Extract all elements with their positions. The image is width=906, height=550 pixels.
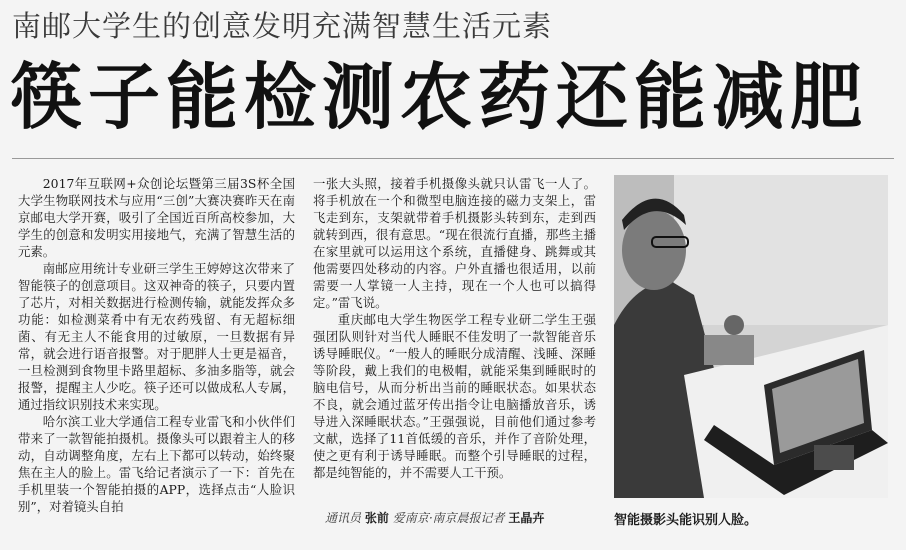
paragraph: 2017年互联网+众创论坛暨第三届3S杯全国大学生物联网技术与应用“三创”大赛决赛昨天在南京邮电大学开赛，吸引了全国近百所高校参加，大学生的创意和发明实用接地气，充满了智慧生活的元素。 [18, 176, 295, 259]
byline-name: 王晶卉 [508, 511, 545, 525]
byline-role: 通讯员 [325, 511, 362, 525]
news-photo [614, 175, 888, 498]
article-subtitle: 南邮大学生的创意发明充满智慧生活元素 [12, 9, 553, 43]
paragraph: 重庆邮电大学生物医学工程专业研二学生王强强团队则针对当代人睡眠不佳发明了一款智能音乐诱导睡眠仪。“一般人的睡眠分成清醒、浅睡、深睡等阶段，戴上我们的电极帽，就能采集到睡眠时的脑电信号，从而分析出当前的睡眠状态。如果状态不良，就会通过蓝牙传出指令让电脑播放音乐，诱导进入深睡眠状态。”王强强说，目前他们通过参考文献，选择了11首低缓的音乐，并作了音阶处理，使之更有利于诱导睡眠。而整个引导睡眠的过程，都是纯智能的，并不需要人工干预。 [313, 312, 596, 480]
byline-name: 张前 [364, 511, 389, 525]
paragraph: 南邮应用统计专业研三学生王婷婷这次带来了智能筷子的创意项目。这双神奇的筷子，只要内置了芯片，对相关数据进行检测传输，就能发挥众多功能：如检测菜肴中有无农药残留、有无超标细菌、有无主人不能食用的过敏原，一旦数据有异常，就会进行语音报警。对于肥胖人士更是福音，一旦检测到食物里卡路里超标、多油多脂等，就会报警，提醒主人少吃。筷子还可以做成私人专属，通过指纹识别技术来实现。 [18, 261, 295, 412]
photo-illustration [614, 175, 888, 498]
photo-caption: 智能摄影头能识别人脸。 [614, 513, 758, 528]
header-divider [12, 158, 894, 159]
article-column-1 [18, 175, 295, 515]
byline [325, 509, 544, 526]
paragraph: 一张大头照，接着手机摄像头就只认雷飞一人了。将手机放在一个和微型电脑连接的磁力支架上，雷飞走到东，支架就带着手机摄影头转到东，走到西就转到西，很有意思。“现在很流行直播，那些主播在家里就可以运用这个系统，直播健身、跳舞或其他需要四处移动的内容。户外直播也很适用，以前需要一人掌镜一人主持，现在一个人也可以搞得定。”雷飞说。 [313, 176, 596, 310]
article-column-2 [313, 175, 596, 481]
paragraph: 哈尔滨工业大学通信工程专业雷飞和小伙伴们带来了一款智能拍摄机。摄像头可以跟着主人的移动，自动调整角度，左右上下都可以转动，始终聚焦在主人的脸上。雷飞给记者演示了一下：首先在手机里装一个智能拍摄的APP，选择点击“人脸识别”，对着镜头自拍 [18, 414, 295, 514]
article-headline: 筷子能检测农药还能减肥 [10, 55, 869, 139]
byline-role: 爱南京·南京晨报记者 [392, 511, 505, 525]
